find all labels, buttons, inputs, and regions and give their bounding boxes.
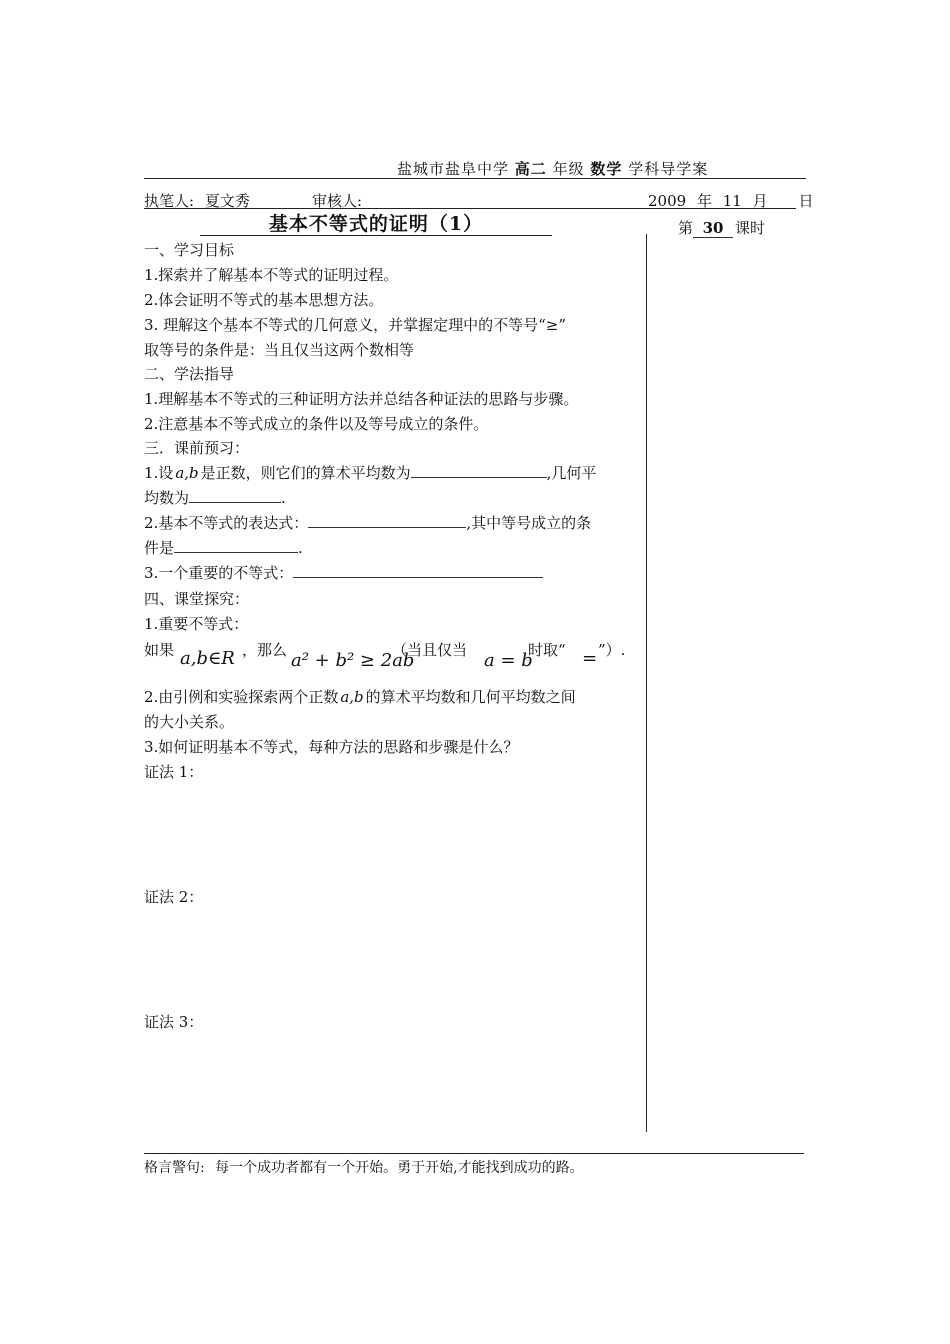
explore-formula-line xyxy=(144,634,644,674)
reviewer-label: 审核人: xyxy=(312,192,363,210)
proof-3-label: 证法 3： xyxy=(144,1013,204,1031)
footer-label: 格言警句: xyxy=(144,1160,205,1176)
meta-rule xyxy=(144,208,796,209)
page-title xyxy=(200,213,552,236)
method-item-2: 2.注意基本不等式成立的条件以及等号成立的条件。 xyxy=(144,415,489,433)
doc-type: 学科导学案 xyxy=(628,160,709,178)
if-text: 如果 xyxy=(144,641,175,659)
goal-item-1: 1.探索并了解基本不等式的证明过程。 xyxy=(144,266,399,284)
var-ab-2: a,b xyxy=(340,688,364,706)
lesson-prefix: 第 xyxy=(678,219,694,237)
take-text: 时取“ xyxy=(528,641,566,659)
lesson-value: 30 xyxy=(693,219,733,238)
school-name: 盐城市盐阜中学 xyxy=(397,160,510,178)
date-month-unit: 月 xyxy=(752,192,768,210)
blank-inequality-expr[interactable] xyxy=(308,513,466,528)
lesson-number xyxy=(678,217,765,238)
column-divider xyxy=(646,234,647,1132)
goal-item-2: 2.体会证明不等式的基本思想方法。 xyxy=(144,291,384,309)
author-name: 夏文秀 xyxy=(204,192,250,210)
blank-equality-condition[interactable] xyxy=(174,538,298,553)
preview-q2-line2: 件是 . xyxy=(144,539,303,557)
proof-2-area[interactable] xyxy=(144,911,640,1007)
blank-geo-mean[interactable] xyxy=(189,488,281,503)
paren-close: ”）. xyxy=(598,641,626,659)
subject: 数学 xyxy=(590,160,623,178)
eq-sign: = xyxy=(582,648,598,669)
explore-item-1: 1.重要不等式： xyxy=(144,615,249,633)
explore-item-3: 3.如何证明基本不等式，每种方法的思路和步骤是什么？ xyxy=(144,738,519,756)
blank-arith-mean[interactable] xyxy=(411,463,547,478)
proof-3-area[interactable] xyxy=(144,1036,640,1126)
date-month: 11 xyxy=(722,192,742,210)
date-year: 2009 xyxy=(648,192,687,210)
grade: 高二 xyxy=(514,160,547,178)
explore-item-2a: 2.由引例和实验探索两个正数 a,b 的算术平均数和几何平均数之间 xyxy=(144,688,576,706)
proof-1-label: 证法 1： xyxy=(144,763,204,781)
preview-q1-line1: 1.设 a,b 是正数，则它们的算术平均数为 ,几何平 xyxy=(144,464,597,482)
grade-suffix: 年级 xyxy=(552,160,585,178)
section-heading-preview: 三．课前预习： xyxy=(144,439,250,457)
author-label: 执笔人: xyxy=(144,192,195,210)
blank-important-inequality[interactable] xyxy=(293,563,543,578)
cond-expr: a,b∈R xyxy=(180,648,235,669)
footer-text: 每一个成功者都有一个开始。勇于开始,才能找到成功的路。 xyxy=(215,1160,584,1176)
section-heading-goals: 一、学习目标 xyxy=(144,241,235,259)
method-item-1: 1.理解基本不等式的三种证明方法并总结各种证法的思路与步骤。 xyxy=(144,390,579,408)
school-header xyxy=(397,158,708,179)
goal-item-3a: 3. 理解这个基本不等式的几何意义，并掌握定理中的不等号“≥” xyxy=(144,316,566,334)
then-text: ，那么 xyxy=(242,641,288,659)
proof-1-area[interactable] xyxy=(144,786,640,882)
paren-open: （当且仅当 xyxy=(392,641,468,659)
proof-2-label: 证法 2： xyxy=(144,888,204,906)
eq-expr: a = b xyxy=(484,650,533,671)
header-rule xyxy=(144,178,806,179)
date-day-unit: 日 xyxy=(798,192,814,210)
var-ab: a,b xyxy=(175,464,199,482)
section-heading-explore: 四、课堂探究： xyxy=(144,590,250,608)
page-title-text: 基本不等式的证明（1） xyxy=(268,213,484,235)
preview-q1-line2: 均数为 . xyxy=(144,489,286,507)
ineq-expr: a² + b² ≥ 2ab xyxy=(291,650,415,671)
goal-item-3b: 取等号的条件是：当且仅当这两个数相等 xyxy=(144,341,415,359)
footer-rule xyxy=(144,1153,804,1154)
explore-item-2b: 的大小关系。 xyxy=(144,713,235,731)
footer-quote xyxy=(144,1157,584,1177)
lesson-suffix: 课时 xyxy=(735,219,766,237)
preview-q2-line1: 2.基本不等式的表达式： ,其中等号成立的条 xyxy=(144,514,592,532)
section-heading-method: 二、学法指导 xyxy=(144,365,235,383)
date-year-unit: 年 xyxy=(696,192,712,210)
preview-q3: 3.一个重要的不等式： xyxy=(144,563,543,583)
